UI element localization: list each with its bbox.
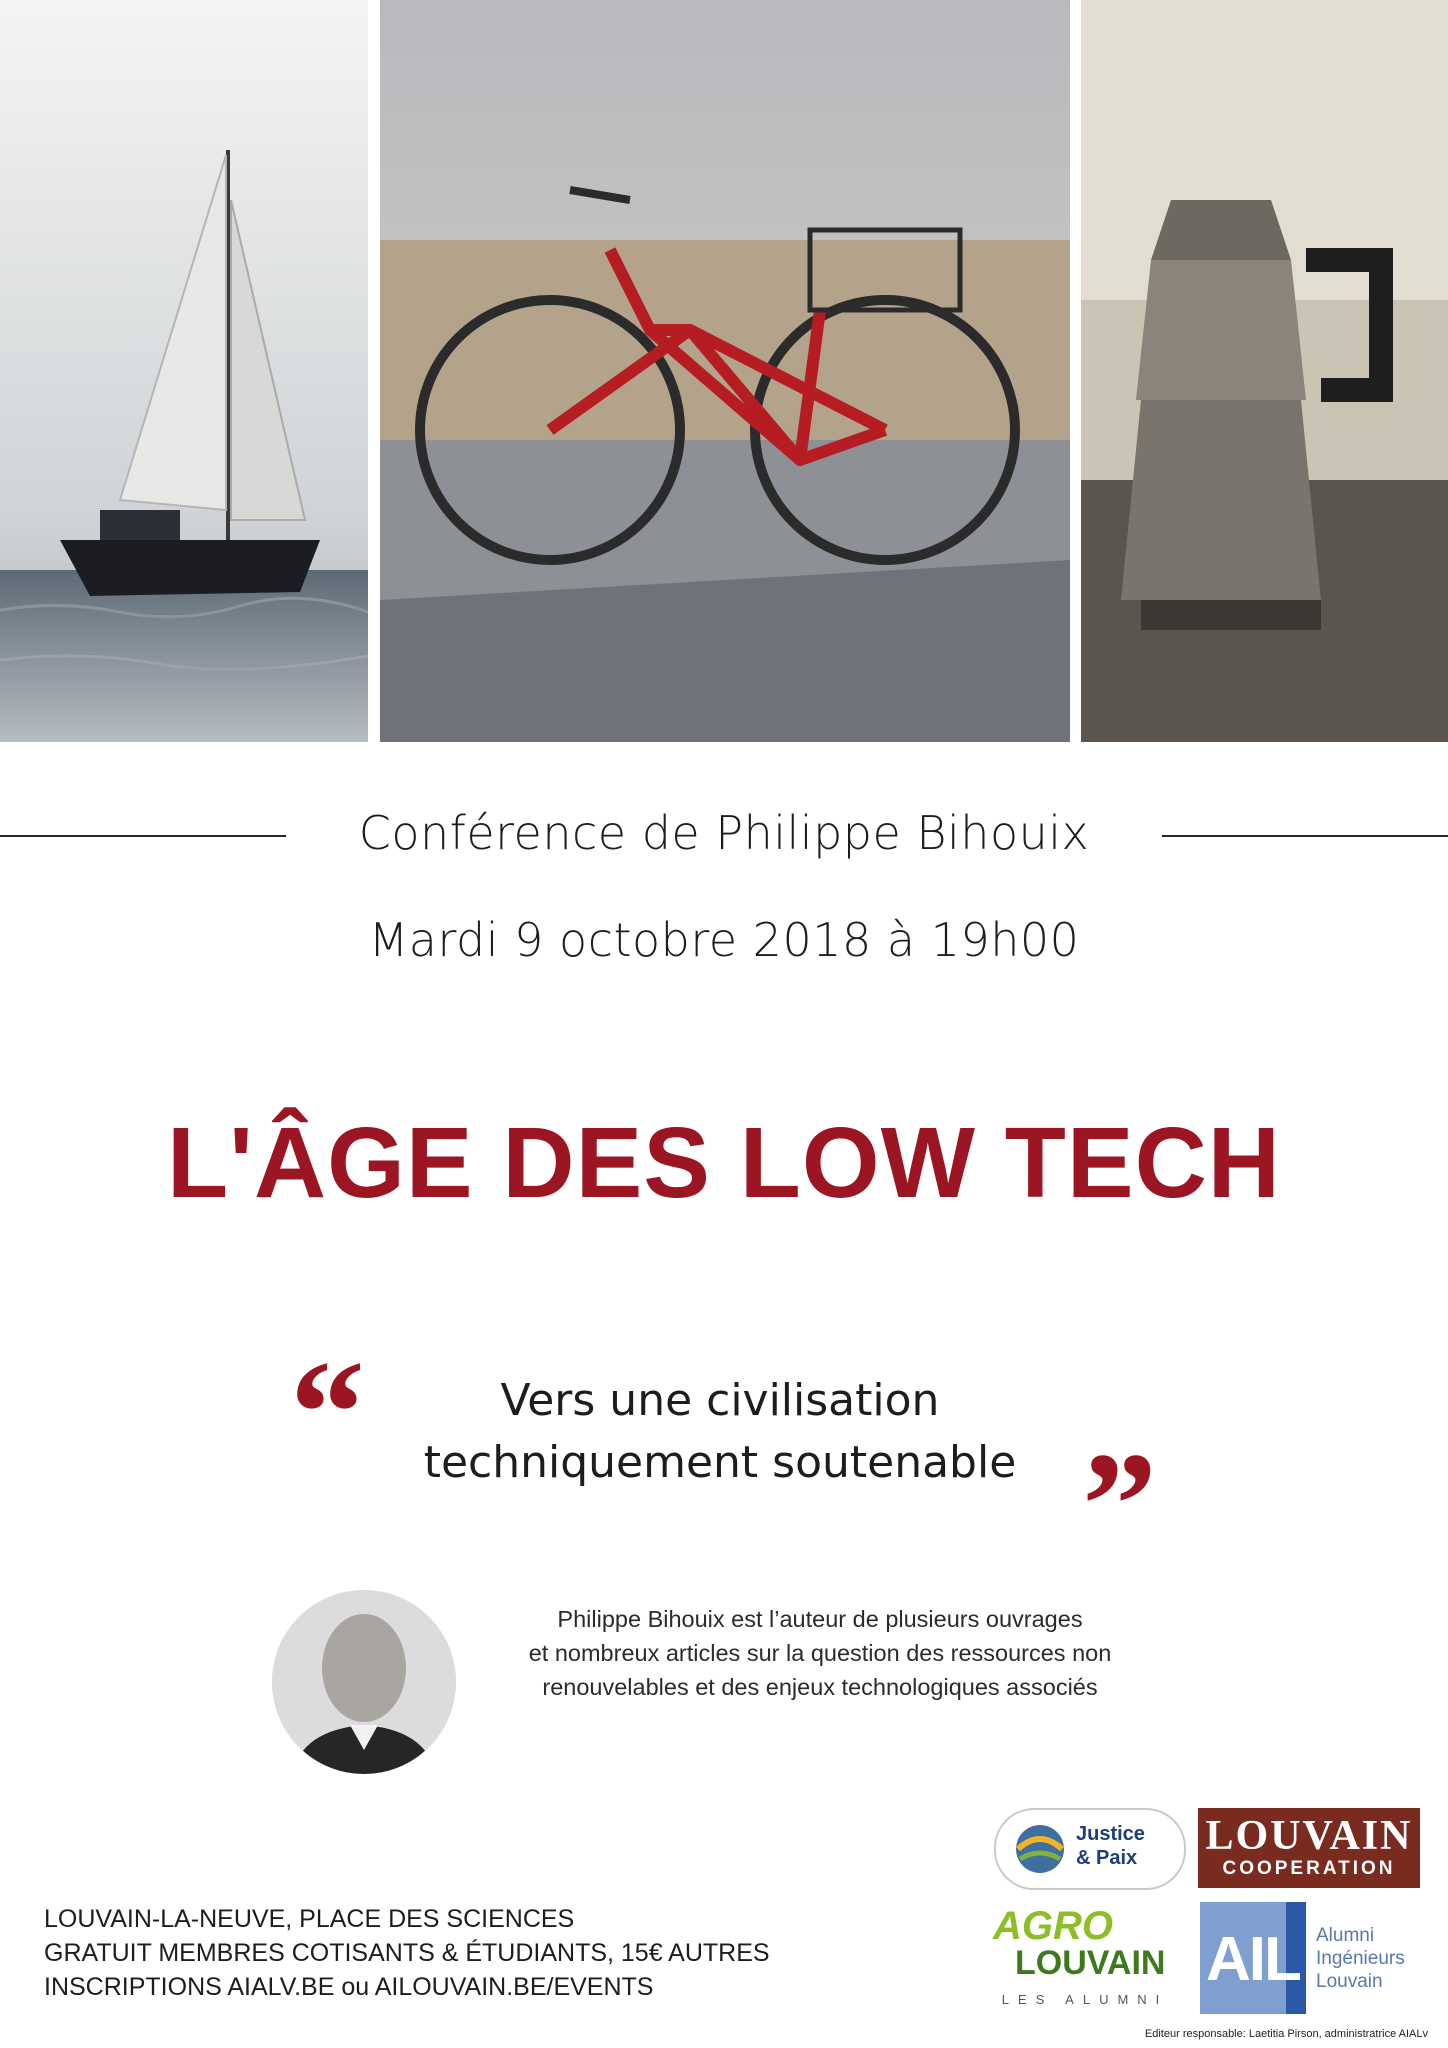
globe-icon (1010, 1819, 1070, 1879)
speaker-portrait (272, 1590, 456, 1774)
agro-line-1: AGRO (993, 1904, 1113, 1948)
bio-line-2: et nombreux articles sur la question des ressources non (528, 1640, 1112, 1666)
justice-paix-line-2: & Paix (1076, 1847, 1138, 1869)
ail-mark: AIL (1206, 1925, 1300, 1994)
speaker-bio (470, 1602, 1170, 1704)
opening-quote-mark: “ (290, 1330, 365, 1496)
justice-paix-logo (994, 1808, 1186, 1890)
agro-louvain-logo (985, 1904, 1185, 2014)
editor-responsible: Editeur responsable: Laetitia Pirson, administratrice AIALv (1144, 2028, 1428, 2040)
venue-location: LOUVAIN-LA-NEUVE, PLACE DES SCIENCES (44, 1905, 575, 1933)
venue-info (44, 1902, 770, 2004)
louvain-coop-line-2: COOPERATION (1222, 1858, 1396, 1879)
agro-line-2: LOUVAIN (1015, 1944, 1166, 1982)
bicycle-photo (380, 0, 1070, 742)
quote-line-2: techniquement soutenable (423, 1437, 1017, 1488)
sailboat-photo (0, 0, 368, 742)
conference-speaker-line: Conférence de Philippe Bihouix (358, 806, 1090, 860)
agro-line-3: LES ALUMNI (1001, 1992, 1169, 2007)
louvain-cooperation-logo (1198, 1808, 1420, 1888)
ail-alumni-logo (1200, 1902, 1430, 2014)
coffee-maker-photo (1081, 0, 1448, 742)
louvain-coop-line-1: LOUVAIN (1205, 1813, 1413, 1859)
event-date: Mardi 9 octobre 2018 à 19h00 (368, 913, 1080, 967)
venue-registration: INSCRIPTIONS AIALV.BE ou AILOUVAIN.BE/EVENTS (44, 1973, 654, 2001)
justice-paix-line-1: Justice (1076, 1823, 1145, 1845)
ail-line-1: Alumni (1316, 1925, 1375, 1946)
ail-line-3: Louvain (1316, 1971, 1383, 1992)
bio-line-3: renouvelables et des enjeux technologiques associés (542, 1674, 1098, 1700)
event-title: L'ÂGE DES LOW TECH (167, 1107, 1281, 1219)
quote-line-1: Vers une civilisation (500, 1375, 940, 1426)
quote-text (330, 1370, 1110, 1494)
ail-line-2: Ingénieurs (1316, 1948, 1405, 1969)
venue-pricing: GRATUIT MEMBRES COTISANTS & ÉTUDIANTS, 15€ AUTRES (44, 1939, 770, 1967)
closing-quote-mark: ” (1082, 1422, 1157, 1588)
bio-line-1: Philippe Bihouix est l’auteur de plusieurs ouvrages (557, 1606, 1083, 1632)
